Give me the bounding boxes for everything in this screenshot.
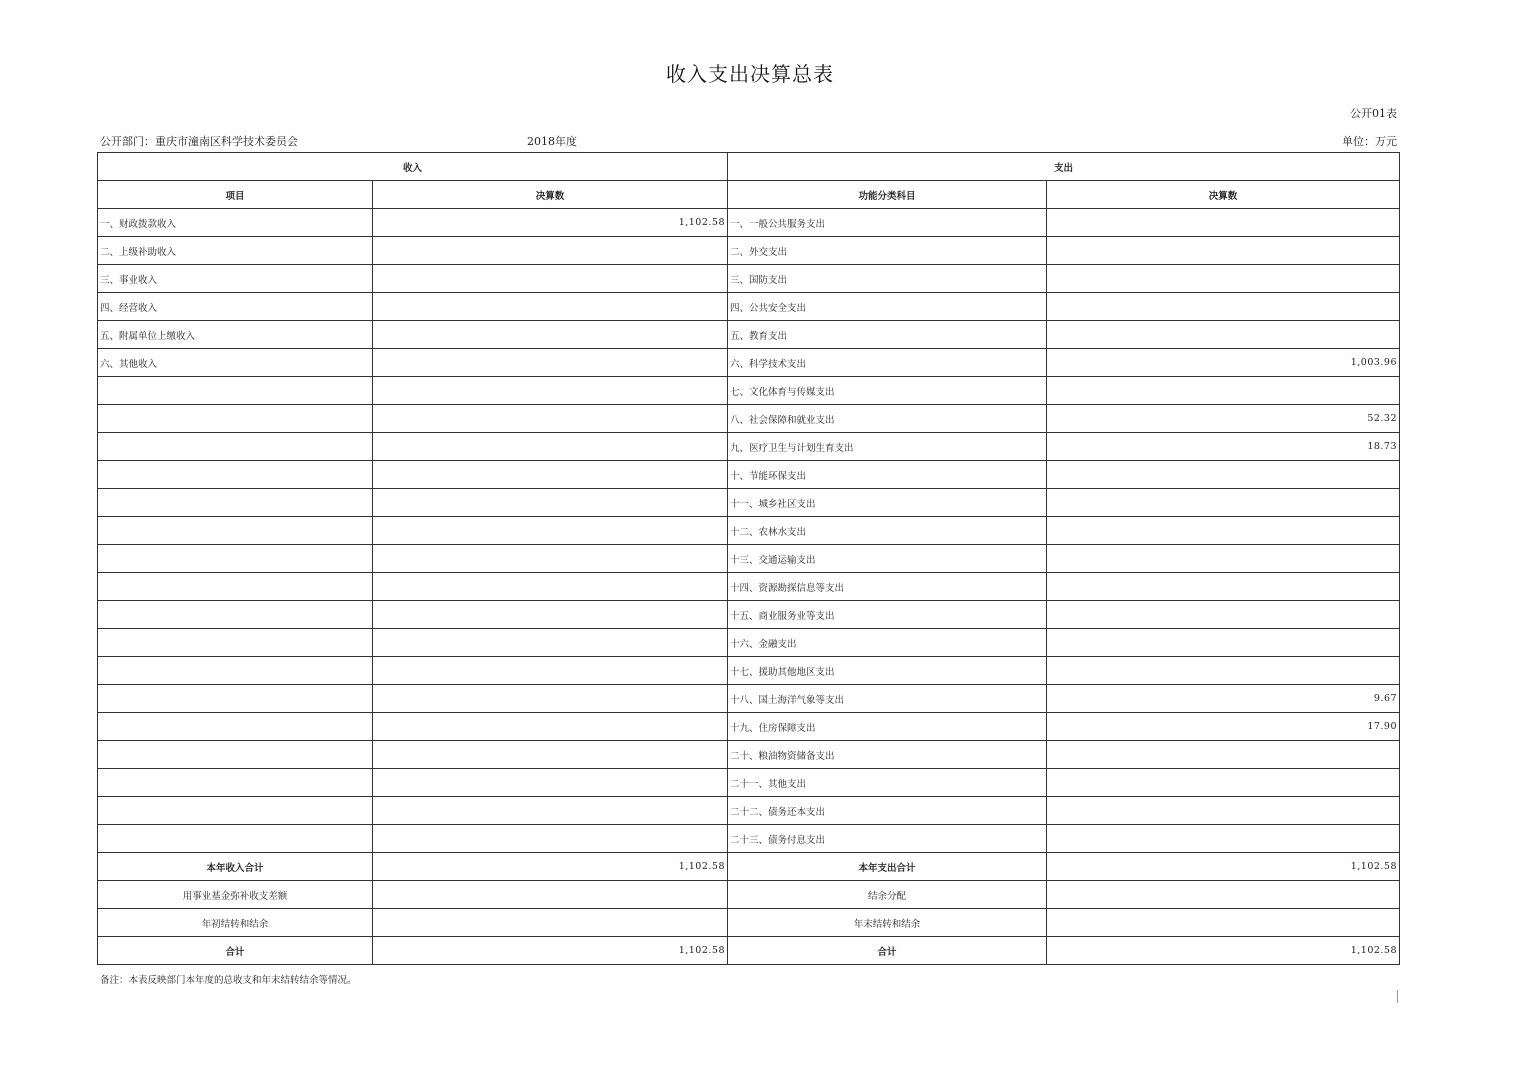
income-item-cell: 二、上级补助收入 [98,237,373,265]
expense-amount-cell [1047,517,1400,545]
expense-amount-cell [1047,797,1400,825]
income-item-cell [98,461,373,489]
income-expense-table [97,152,1400,965]
income-amount-cell [373,601,728,629]
income-amount-cell [373,349,728,377]
income-item-cell: 一、财政拨款收入 [98,209,373,237]
table-row [98,461,1400,489]
income-section-header: 收入 [98,153,728,181]
department-label: 公开部门：重庆市潼南区科学技术委员会 [100,135,298,148]
income-item-cell [98,629,373,657]
income-amount-cell [373,405,728,433]
expense-amount-cell: 17.90 [1047,713,1400,741]
expense-amount-cell [1047,321,1400,349]
income-amount-cell [373,797,728,825]
expense-amount-cell [1047,209,1400,237]
expense-item-cell: 四、公共安全支出 [728,293,1047,321]
expense-item-cell: 九、医疗卫生与计划生育支出 [728,433,1047,461]
expense-amount-cell [1047,265,1400,293]
expense-item-cell: 十二、农林水支出 [728,517,1047,545]
income-amount-cell [373,713,728,741]
expense-amount-cell [1047,601,1400,629]
income-item-cell [98,825,373,853]
fund-label: 用事业基金弥补收支差额 [98,881,373,909]
income-item-cell [98,405,373,433]
page-edge-mark [1397,990,1398,1003]
year-label: 2018年度 [527,135,577,148]
year-expense-total-amount: 1,102.58 [1047,853,1400,881]
income-amount-cell [373,489,728,517]
table-row [98,489,1400,517]
income-item-cell [98,377,373,405]
income-item-cell [98,657,373,685]
table-row [98,741,1400,769]
income-item-cell [98,433,373,461]
table-row [98,629,1400,657]
expense-item-cell: 二十、粮油物资储备支出 [728,741,1047,769]
expense-amount-cell [1047,293,1400,321]
income-amount-cell [373,545,728,573]
income-amount-cell [373,461,728,489]
table-row [98,545,1400,573]
income-amount-cell [373,237,728,265]
income-amount-cell [373,433,728,461]
expense-item-cell: 五、教育支出 [728,321,1047,349]
expense-amount-column-header: 决算数 [1047,181,1400,209]
income-item-cell [98,601,373,629]
table-row [98,657,1400,685]
expense-amount-cell [1047,237,1400,265]
table-row [98,685,1400,713]
begin-carryover-label: 年初结转和结余 [98,909,373,937]
expense-item-cell: 三、国防支出 [728,265,1047,293]
grand-total-row [98,937,1400,965]
begin-carryover-amount [373,909,728,937]
expense-item-cell: 十七、援助其他地区支出 [728,657,1047,685]
table-row [98,377,1400,405]
table-row [98,601,1400,629]
expense-item-cell: 一、一般公共服务支出 [728,209,1047,237]
carryover-row [98,909,1400,937]
income-amount-cell [373,741,728,769]
income-item-cell [98,573,373,601]
income-item-cell: 四、经营收入 [98,293,373,321]
table-row [98,713,1400,741]
income-amount-cell [373,265,728,293]
form-number: 公开01表 [1350,107,1397,120]
income-amount-column-header: 决算数 [373,181,728,209]
grand-expense-total-label: 合计 [728,937,1047,965]
func-category-column-header: 功能分类科目 [728,181,1047,209]
expense-amount-cell [1047,573,1400,601]
table-row [98,349,1400,377]
expense-item-cell: 十五、商业服务业等支出 [728,601,1047,629]
income-amount-cell [373,769,728,797]
table-row [98,209,1400,237]
expense-amount-cell [1047,377,1400,405]
expense-item-cell: 二十二、债务还本支出 [728,797,1047,825]
item-column-header: 项目 [98,181,373,209]
expense-amount-cell: 9.67 [1047,685,1400,713]
table-row [98,293,1400,321]
table-row [98,405,1400,433]
expense-amount-cell [1047,769,1400,797]
income-item-cell [98,741,373,769]
income-amount-cell [373,321,728,349]
surplus-distribution-label: 结余分配 [728,881,1047,909]
expense-amount-cell [1047,825,1400,853]
income-item-cell [98,769,373,797]
income-amount-cell [373,293,728,321]
surplus-distribution-amount [1047,881,1400,909]
grand-income-total-amount: 1,102.58 [373,937,728,965]
expense-section-header: 支出 [728,153,1400,181]
income-amount-cell [373,685,728,713]
table-row [98,237,1400,265]
table-row [98,573,1400,601]
expense-amount-cell: 52.32 [1047,405,1400,433]
income-item-cell [98,489,373,517]
end-carryover-label: 年末结转和结余 [728,909,1047,937]
expense-amount-cell [1047,629,1400,657]
table-row [98,517,1400,545]
income-amount-cell [373,517,728,545]
page-title: 收入支出决算总表 [666,62,834,86]
income-amount-cell: 1,102.58 [373,209,728,237]
income-item-cell: 六、其他收入 [98,349,373,377]
table-row [98,321,1400,349]
expense-item-cell: 十、节能环保支出 [728,461,1047,489]
footnote: 备注：本表反映部门本年度的总收支和年末结转结余等情况。 [100,975,357,986]
unit-label: 单位：万元 [1342,135,1397,148]
section-header-row [98,153,1400,181]
income-item-cell [98,685,373,713]
income-amount-cell [373,657,728,685]
expense-amount-cell: 18.73 [1047,433,1400,461]
fund-row [98,881,1400,909]
income-amount-cell [373,377,728,405]
column-header-row [98,181,1400,209]
expense-item-cell: 十九、住房保障支出 [728,713,1047,741]
expense-item-cell: 十三、交通运输支出 [728,545,1047,573]
year-income-total-amount: 1,102.58 [373,853,728,881]
year-expense-total-label: 本年支出合计 [728,853,1047,881]
income-item-cell [98,713,373,741]
end-carryover-amount [1047,909,1400,937]
expense-item-cell: 二十三、债务付息支出 [728,825,1047,853]
income-amount-cell [373,629,728,657]
expense-amount-cell [1047,741,1400,769]
table-row [98,433,1400,461]
expense-amount-cell [1047,545,1400,573]
expense-item-cell: 七、文化体育与传媒支出 [728,377,1047,405]
expense-item-cell: 八、社会保障和就业支出 [728,405,1047,433]
expense-amount-cell [1047,657,1400,685]
income-item-cell [98,517,373,545]
income-item-cell: 三、事业收入 [98,265,373,293]
table-row [98,797,1400,825]
expense-item-cell: 六、科学技术支出 [728,349,1047,377]
fund-amount [373,881,728,909]
expense-item-cell: 二十一、其他支出 [728,769,1047,797]
expense-amount-cell [1047,461,1400,489]
expense-item-cell: 十四、资源勘探信息等支出 [728,573,1047,601]
expense-item-cell: 十八、国土海洋气象等支出 [728,685,1047,713]
expense-amount-cell [1047,489,1400,517]
expense-item-cell: 二、外交支出 [728,237,1047,265]
table-row [98,265,1400,293]
expense-item-cell: 十六、金融支出 [728,629,1047,657]
income-amount-cell [373,573,728,601]
table-row [98,769,1400,797]
income-item-cell: 五、附属单位上缴收入 [98,321,373,349]
year-total-row [98,853,1400,881]
grand-income-total-label: 合计 [98,937,373,965]
table-row [98,825,1400,853]
income-item-cell [98,545,373,573]
expense-amount-cell: 1,003.96 [1047,349,1400,377]
income-amount-cell [373,825,728,853]
year-income-total-label: 本年收入合计 [98,853,373,881]
grand-expense-total-amount: 1,102.58 [1047,937,1400,965]
income-item-cell [98,797,373,825]
expense-item-cell: 十一、城乡社区支出 [728,489,1047,517]
